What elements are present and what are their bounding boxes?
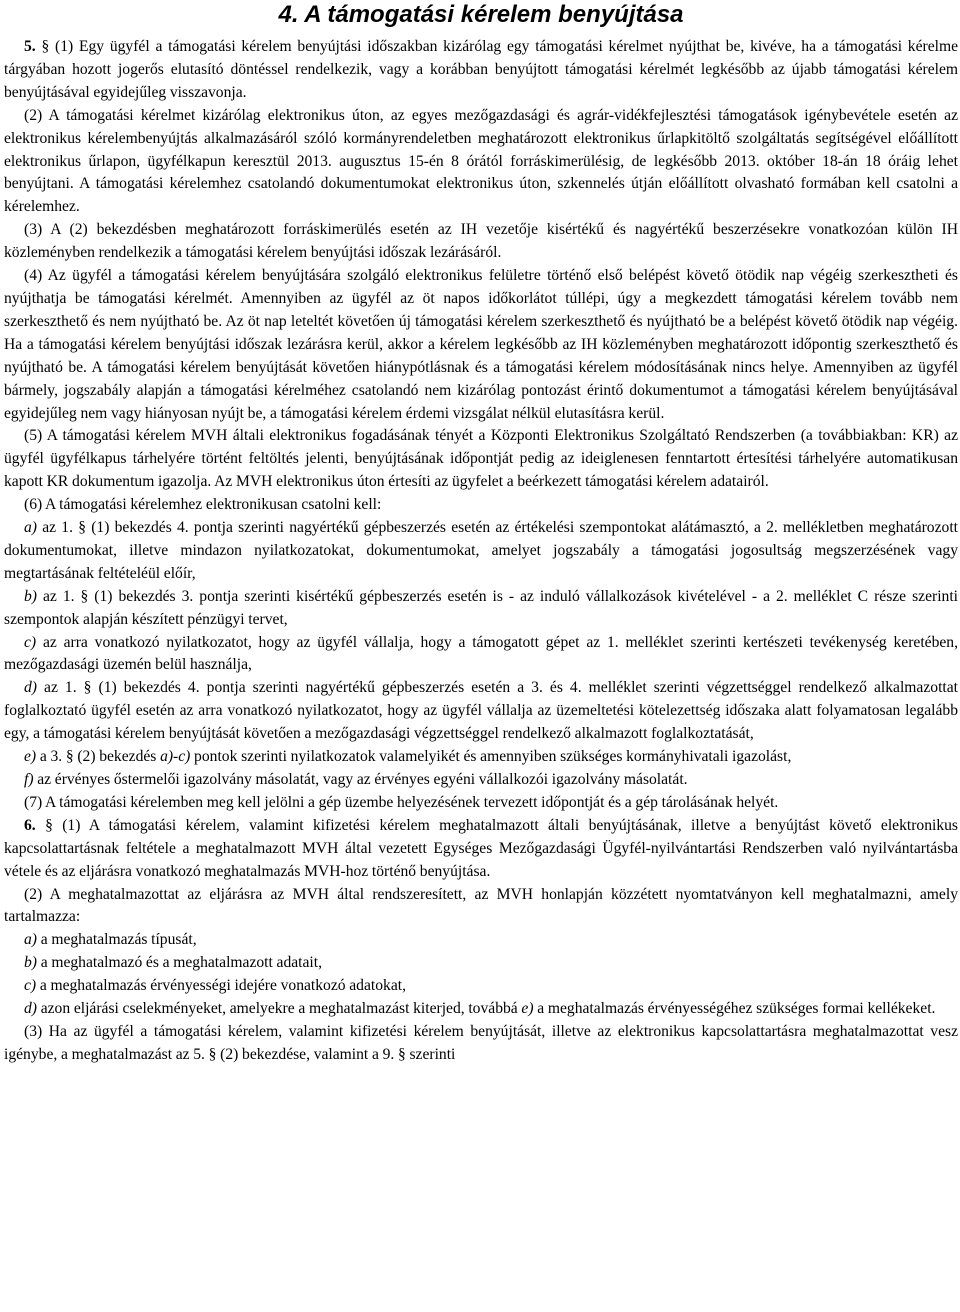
paragraph xyxy=(4,975,958,998)
paragraph-text: pontok szerinti nyilatkozatok valamelyikét és amennyiben szükséges kormányhivatali igazolást, xyxy=(190,748,792,766)
paragraph xyxy=(4,586,958,632)
item-marker: b) xyxy=(24,954,37,972)
item-marker: a) xyxy=(24,519,37,537)
item-marker: e) xyxy=(24,748,37,766)
paragraph xyxy=(4,929,958,952)
paragraph xyxy=(4,494,958,517)
paragraph-text: a meghatalmazó és a meghatalmazott adatait, xyxy=(37,954,322,972)
paragraph xyxy=(4,36,958,105)
item-marker: d) xyxy=(24,679,37,697)
item-marker: f) xyxy=(24,771,34,788)
paragraph-text: (6) A támogatási kérelemhez elektronikusan csatolni kell: xyxy=(24,496,382,514)
paragraph xyxy=(4,769,958,792)
section-title: 4. A támogatási kérelem benyújtása xyxy=(278,1,684,28)
paragraph-text: az 1. § (1) bekezdés 3. pontja szerinti kisértékű gépbeszerzés esetén is - az induló vállalkozások kivételével - a 2. melléklet C része szerinti szempontok alapján készített pénzügyi tervet, xyxy=(4,587,958,628)
paragraph-text: a meghatalmazás érvényességéhez szükséges formai kellékeket. xyxy=(533,1000,936,1018)
paragraph xyxy=(4,105,958,220)
paragraph xyxy=(4,517,958,586)
paragraph-text: az érvényes őstermelői igazolvány másolatát, vagy az érvényes egyéni vállalkozói igazolvány másolatát. xyxy=(33,771,688,788)
paragraph-text: § (1) A támogatási kérelem, valamint kifizetési kérelem meghatalmazott általi benyújtásának, illetve a benyújtást követő elektronikus kapcsolattartásnak feltétele a meghatalmazott MVH által vezetett Egységes Mezőgazdasági Ügyfél-nyilvántartási Rendszerben való nyilvántartásba vétele és az eljárásra vonatkozó meghatalmazás MVH-hoz történő benyújtása. xyxy=(4,816,958,880)
paragraph-text: a meghatalmazás típusát, xyxy=(37,931,197,949)
paragraph-text: az 1. § (1) bekezdés 4. pontja szerinti nagyértékű gépbeszerzés esetén az értékelési szempontokat alátámasztó, a 2. mellékletben meghatározott dokumentumokat, illetve mindazon nyilatkozatokat, dokumentumokat, amelyet jogszabály a támogatási jogosultság megszerzésének vagy megtartásának feltételéül előír, xyxy=(4,519,958,582)
item-marker: a) xyxy=(24,931,37,949)
paragraph-text: (3) Ha az ügyfél a támogatási kérelem, valamint kifizetési kérelem benyújtását, illetve az elektronikus kapcsolattartásra meghatalmazottat vesz igénybe, a meghatalmazást az 5. § (2) bekezdése, valamint a 9. § szerinti xyxy=(4,1022,958,1063)
paragraph-text: (3) A (2) bekezdésben meghatározott forráskimerülés esetén az IH vezetője kisértékű és nagyértékű beszerzésekre vonatkozóan külön IH közleményben rendelkezik a támogatási kérelem benyújtási időszak lezárásáról. xyxy=(4,221,958,262)
document-body xyxy=(4,36,958,1067)
item-marker: e) xyxy=(521,1000,534,1018)
paragraph xyxy=(4,425,958,494)
item-marker: a)-c) xyxy=(160,748,191,766)
paragraph xyxy=(4,1021,958,1067)
paragraph xyxy=(4,952,958,975)
paragraph xyxy=(4,792,958,815)
paragraph xyxy=(4,265,958,425)
paragraph xyxy=(4,677,958,746)
section-number: 5. xyxy=(24,38,36,55)
paragraph-text: azon eljárási cselekményeket, amelyekre a meghatalmazást kiterjed, továbbá xyxy=(37,1000,522,1018)
paragraph xyxy=(4,219,958,265)
paragraph xyxy=(4,815,958,884)
item-marker: b) xyxy=(24,587,37,605)
paragraph xyxy=(4,746,958,769)
section-number: 6. xyxy=(24,816,36,834)
paragraph-text: (4) Az ügyfél a támogatási kérelem benyújtására szolgáló elektronikus felületre történő első belépést követő ötödik nap végéig szerkesztheti és nyújthatja be támogatási kérelmét. Amennyiben az ügyfél az öt napos időkorlátot túllépi, úgy a megkezdett támogatási kérelem tovább nem szerkeszthető és nem nyújtható be. Az öt nap leteltét követően új támogatási kérelem szerkeszthető és nyújtható be a belépést követő ötödik nap végéig. Ha a támogatási kérelem benyújtási időszak lezárásra kerül, akkor a kérelem legkésőbb az IH közleményben meghatározott időpontig szerkeszthető és nyújtható be. A támogatási kérelem benyújtását követően hiánypótlásnak és a támogatási kérelem módosításának nincs helye. Amennyiben az ügyfél bármely, jogszabály alapján a támogatási kérelméhez csatolandó nem kizárólag pontozást érintő dokumentumot a támogatási kérelem benyújtásával egyidejűleg nem vagy hiányosan nyújt be, a támogatási kérelem érdemi vizsgálat nélkül elutasításra kerül. xyxy=(4,267,958,422)
paragraph xyxy=(4,998,958,1021)
paragraph-text: (5) A támogatási kérelem MVH általi elektronikus fogadásának tényét a Központi Elektronikus Szolgáltató Rendszerben (a továbbiakban: KR) az ügyfél ügyfélkapus tárhelyére történt feltöltés jelenti, benyújtásának időpontját pedig az ideiglenesen fenntartott értesítési tárhelyére automatikusan kapott KR dokumentum igazolja. Az MVH elektronikus úton értesíti az ügyfelet a beérkezett támogatási kérelem adatairól. xyxy=(4,427,958,491)
item-marker: c) xyxy=(24,977,37,995)
paragraph-text: az arra vonatkozó nyilatkozatot, hogy az ügyfél vállalja, hogy a támogatott gépet az 1. melléklet szerinti kertészeti tevékenység keretében, mezőgazdasági üzemén belül használja, xyxy=(4,633,958,674)
paragraph xyxy=(4,632,958,678)
paragraph-text: az 1. § (1) bekezdés 4. pontja szerinti nagyértékű gépbeszerzés esetén a 3. és 4. melléklet szerinti végzettséggel rendelkező alkalmazottat foglalkoztató ügyfél esetén az arra vonatkozó nyilatkozatot, hogy az ügyfél vállalja az üzemeltetési kötelezettség időszaka alatt folyamatosan legalább egy, a támogatási kérelem benyújtását követően a mezőgazdasági végzettséggel rendelkező alkalmazott foglalkoztatását, xyxy=(4,679,958,743)
paragraph-text: (7) A támogatási kérelemben meg kell jelölni a gép üzembe helyezésének tervezett időpontját és a gép tárolásának helyét. xyxy=(24,793,779,811)
paragraph xyxy=(4,884,958,930)
paragraph-text: § (1) Egy ügyfél a támogatási kérelem benyújtási időszakban kizárólag egy támogatási kérelmet nyújthat be, kivéve, ha a támogatási kérelme tárgyában hozott jogerős elutasító döntéssel rendelkezik, vagy a korábban benyújtott támogatási kérelmét legkésőbb az újabb támogatási kérelem benyújtásával egyidejűleg visszavonja. xyxy=(4,38,958,101)
paragraph-text: (2) A meghatalmazottat az eljárásra az MVH által rendszeresített, az MVH honlapján közzétett nyomtatványon kell meghatalmazni, amely tartalmazza: xyxy=(4,885,958,926)
item-marker: d) xyxy=(24,1000,37,1018)
item-marker: c) xyxy=(24,633,37,651)
paragraph-text: a 3. § (2) bekezdés xyxy=(36,748,161,766)
paragraph-text: (2) A támogatási kérelmet kizárólag elektronikus úton, az egyes mezőgazdasági és agrár-vidékfejlesztési támogatások igénybevétele esetén az elektronikus kérelembenyújtás alkalmazásáról szóló kormányrendeletben meghatározott elektronikus űrlapkitöltő szolgáltatás segítségével előállított elektronikus űrlapon, ügyfélkapun keresztül 2013. augusztus 15-én 8 órától forráskimerülésig, de legkésőbb 2013. október 18-án 18 óráig lehet benyújtani. A támogatási kérelemhez csatolandó dokumentumokat elektronikus úton, szkennelés útján előállított olvasható formában kell csatolni a kérelemhez. xyxy=(4,106,958,216)
paragraph-text: a meghatalmazás érvényességi idejére vonatkozó adatokat, xyxy=(36,977,406,995)
